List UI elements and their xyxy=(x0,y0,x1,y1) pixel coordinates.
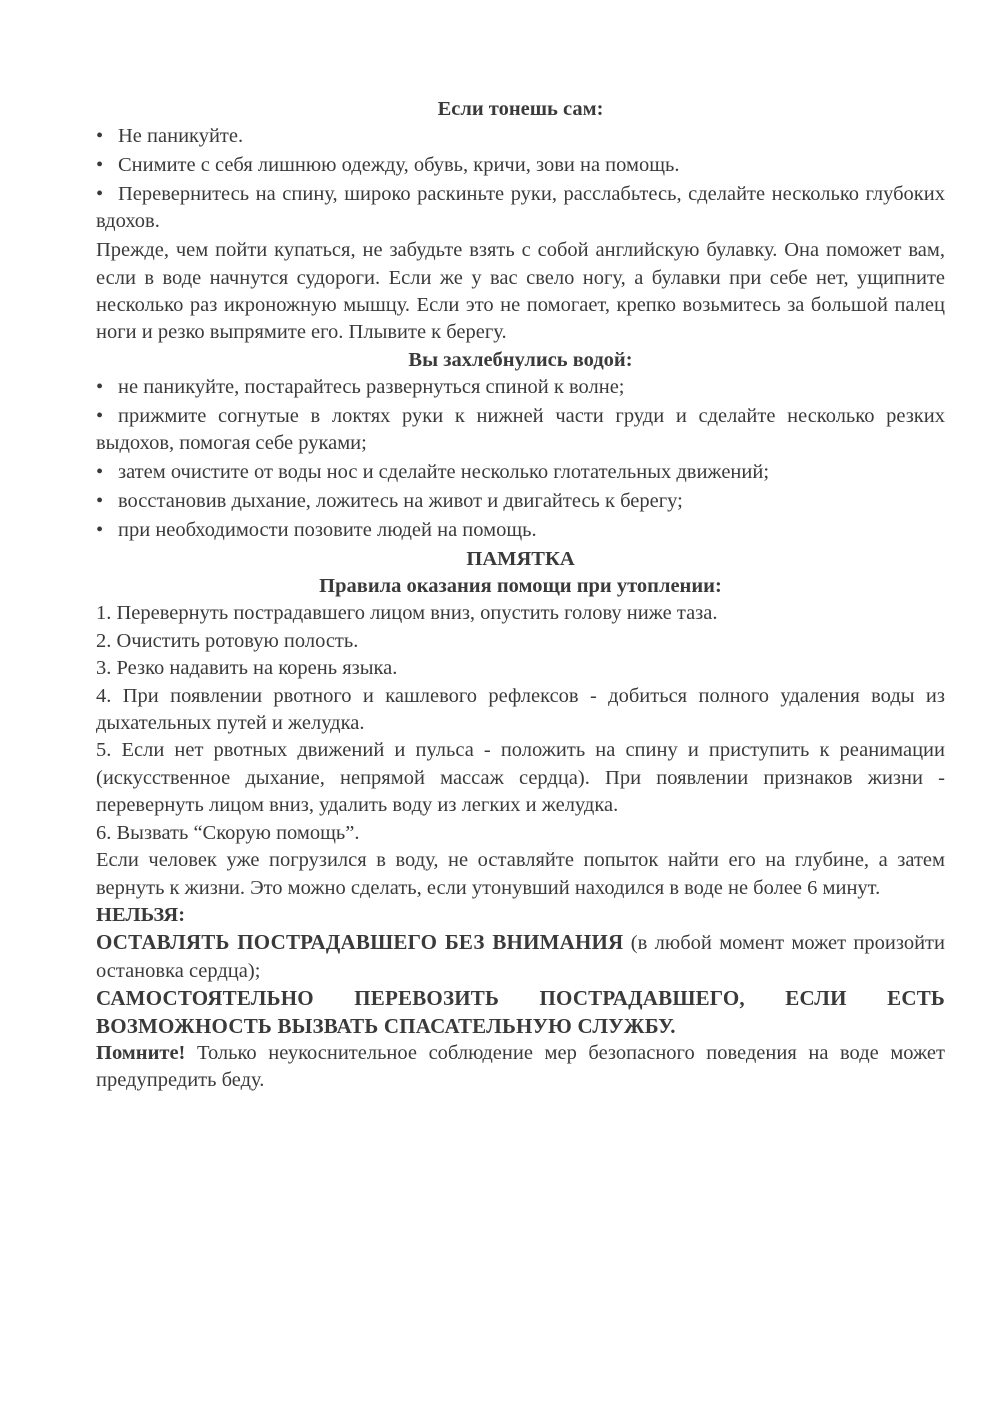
bullet-icon: • xyxy=(96,125,104,148)
bullet-icon: • xyxy=(96,461,104,484)
list-item: • Снимите с себя лишнюю одежду, обувь, кричи, зови на помощь. xyxy=(96,152,945,179)
document-page xyxy=(96,96,945,1095)
list-item: • Не паникуйте. xyxy=(96,123,945,150)
list-item: • прижмите согнутые в локтях руки к нижней части груди и сделайте несколько резких выдохов, помогая себе руками; xyxy=(96,405,945,455)
bullet-icon: • xyxy=(96,376,104,399)
bullet-icon: • xyxy=(96,183,104,205)
list-item: • затем очистите от воды нос и сделайте несколько глотательных движений; xyxy=(96,459,945,486)
paragraph-search-victim: Если человек уже погрузился в воду, не оставляйте попыток найти его на глубине, а затем вернуть к жизни. Это можно сделать, если утонувший находился в воде не более 6 минут. xyxy=(96,849,945,899)
heading-drowning-yourself: Если тонешь сам: xyxy=(437,98,604,120)
bullet-icon: • xyxy=(96,154,104,177)
step-item: 5. Если нет рвотных движений и пульса - положить на спину и приступить к реанимации (искусственное дыхание, непрямой массаж сердца). При появлении признаков жизни - перевернуть лицом вниз, удалить воду из легких и желудка. xyxy=(96,739,945,817)
forbidden-item: САМОСТОЯТЕЛЬНО ПЕРЕВОЗИТЬ ПОСТРАДАВШЕГО, ЕСЛИ ЕСТЬ ВОЗМОЖНОСТЬ ВЫЗВАТЬ СПАСАТЕЛЬНУЮ СЛУЖБУ. xyxy=(96,986,945,1038)
list-item: • восстановив дыхание, ложитесь на живот и двигайтесь к берегу; xyxy=(96,488,945,515)
step-item: 2. Очистить ротовую полость. xyxy=(96,629,359,652)
forbidden-label: НЕЛЬЗЯ: xyxy=(96,903,186,926)
bullet-icon: • xyxy=(96,518,104,541)
forbidden-item: ОСТАВЛЯТЬ ПОСТРАДАВШЕГО БЕЗ ВНИМАНИЯ (в любой момент может произойти остановка сердца); xyxy=(96,930,945,982)
heading-first-aid-rules: Правила оказания помощи при утоплении: xyxy=(319,575,722,598)
step-item: 3. Резко надавить на корень языка. xyxy=(96,657,398,680)
list-item: • не паникуйте, постарайтесь развернуться спиной к волне; xyxy=(96,374,945,401)
bullet-icon: • xyxy=(96,405,104,428)
bullet-icon: • xyxy=(96,490,104,513)
step-item: 1. Перевернуть пострадавшего лицом вниз, опустить голову ниже таза. xyxy=(96,602,718,625)
step-item: 6. Вызвать “Скорую помощь”. xyxy=(96,821,360,844)
heading-choked-on-water: Вы захлебнулись водой: xyxy=(408,348,633,371)
remember-note: Помните! Только неукоснительное соблюдение мер безопасного поведения на воде может предупредить беду. xyxy=(96,1041,945,1092)
list-item: • Перевернитесь на спину, широко раскиньте руки, расслабьтесь, сделайте несколько глубоких вдохов. xyxy=(96,183,945,233)
memo-title: ПАМЯТКА xyxy=(466,547,575,570)
paragraph-pin-advice: Прежде, чем пойти купаться, не забудьте взять с собой английскую булавку. Она поможет вам, если в воде начнутся судороги. Если же у вас свело ногу, а булавки при себе нет, ущипните несколько раз икроножную мышцу. Если это не помогает, крепко возьмитесь за большой палец ноги и резко выпрямите его. Плывите к берегу. xyxy=(96,239,945,344)
list-item: • при необходимости позовите людей на помощь. xyxy=(96,517,945,544)
step-item: 4. При появлении рвотного и кашлевого рефлексов - добиться полного удаления воды из дыхательных путей и желудка. xyxy=(96,684,945,735)
